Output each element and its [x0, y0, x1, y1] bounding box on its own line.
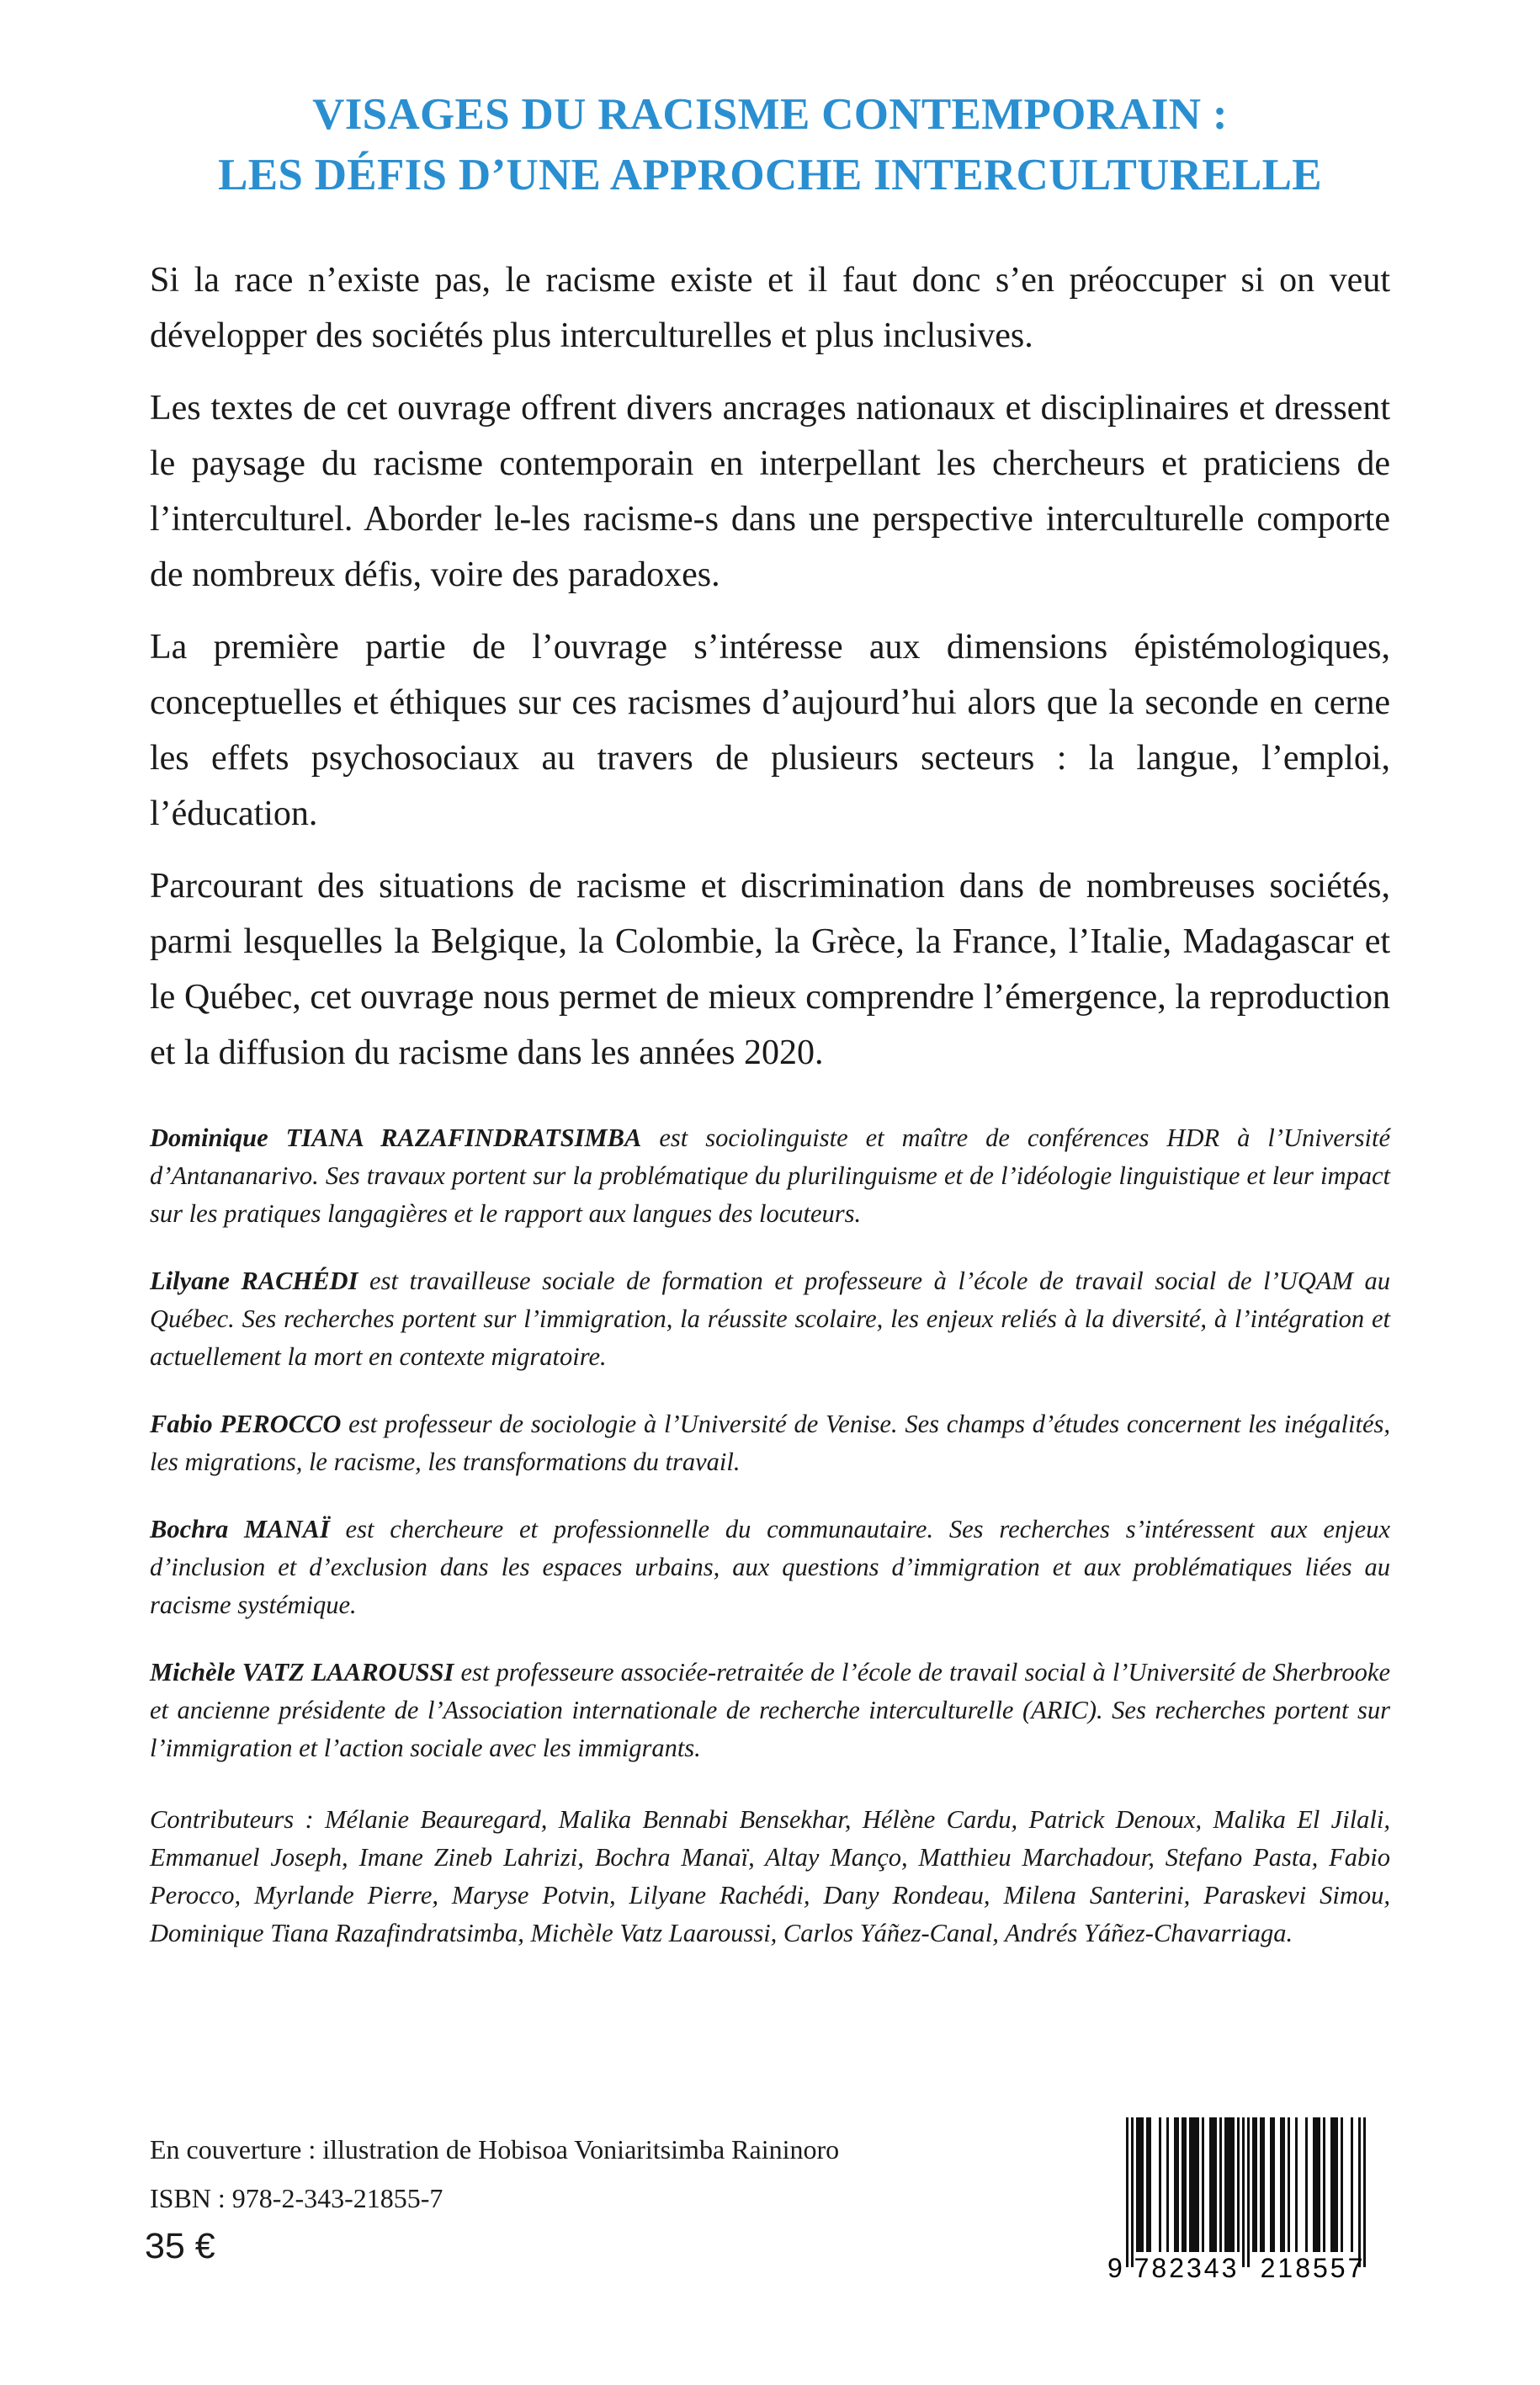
author-name: Bochra MANAÏ	[150, 1515, 330, 1543]
bio-text: est travailleuse sociale de formation et professeure à l’école de travail social de l’UQAM au Québec. Ses recherches portent sur l’immigration, la réussite scolaire, les enjeux reliés à la diversité, à l’intégration et actuellement la mort en contexte migratoire.	[150, 1267, 1390, 1371]
barcode-bar	[1197, 2117, 1199, 2252]
barcode-bar	[1315, 2117, 1318, 2252]
barcode-bar	[1242, 2117, 1245, 2267]
barcode-first-digit: 9	[1107, 2253, 1123, 2283]
barcode-bars	[1126, 2117, 1366, 2267]
barcode-bar	[1139, 2117, 1141, 2252]
barcode-bar	[1202, 2117, 1204, 2252]
bio-manai	[150, 1511, 1390, 1624]
barcode-bar	[1232, 2117, 1235, 2252]
barcode-bar	[1192, 2117, 1194, 2252]
cover-credit: En couverture : illustration de Hobisoa Voniaritsimba Raininoro	[150, 2134, 840, 2165]
barcode-bar	[1255, 2117, 1257, 2252]
barcode-right-digits: 218557	[1260, 2253, 1366, 2283]
author-bios	[150, 1119, 1390, 1982]
author-name: Dominique TIANA RAZAFINDRATSIMBA	[150, 1123, 642, 1152]
barcode-bar	[1280, 2117, 1282, 2252]
barcode-bar	[1305, 2117, 1308, 2252]
summary-paragraph-2: Les textes de cet ouvrage offrent divers ancrages nationaux et disciplinaires et dressent le paysage du racisme contemporain en interpellant les chercheurs et praticiens de l’interculturel. Aborder le-les racisme-s dans une perspective interculturelle comporte de nombreux défis, voire des paradoxes.	[150, 389, 1390, 594]
barcode-bar	[1159, 2117, 1161, 2252]
barcode-bar	[1323, 2117, 1325, 2252]
barcode-bar	[1166, 2117, 1169, 2252]
barcode-bar	[1189, 2117, 1192, 2252]
bio-text: est professeur de sociologie à l’Université de Venise. Ses champs d’études concernent les inégalités, les migrations, le racisme, les transformations du travail.	[150, 1410, 1390, 1476]
barcode-bar	[1227, 2117, 1229, 2252]
barcode-bar	[1270, 2117, 1272, 2252]
barcode-bar	[1174, 2117, 1176, 2252]
barcode-bar	[1214, 2117, 1217, 2252]
barcode	[1102, 2112, 1395, 2285]
barcode-bar	[1272, 2117, 1275, 2252]
bio-perocco	[150, 1405, 1390, 1481]
summary	[150, 252, 1390, 1097]
summary-paragraph-1: Si la race n’existe pas, le racisme existe et il faut donc s’en préoccuper si on veut développer des sociétés plus interculturelles et plus inclusives.	[150, 261, 1390, 355]
bio-rachedi	[150, 1262, 1390, 1376]
bio-text: est sociolinguiste et maître de conférences HDR à l’Université d’Antananarivo. Ses travaux portent sur la problématique du plurilinguisme et de l’idéologie linguistique et leur impact sur les pratiques langagières et le rapport aux langues des locuteurs.	[150, 1123, 1391, 1228]
barcode-bar	[1262, 2117, 1265, 2252]
summary-paragraph-4: Parcourant des situations de racisme et discrimination dans de nombreuses sociétés, parmi lesquelles la Belgique, la Colombie, la Grèce, la France, l’Italie, Madagascar et le Québec, cet ouvrage nous permet de mieux comprendre l’émergence, la reproduction et la diffusion du racisme dans les années 2020.	[150, 867, 1390, 1072]
barcode-bar	[1295, 2117, 1298, 2252]
isbn: ISBN : 978-2-343-21855-7	[150, 2183, 443, 2213]
barcode-bar	[1288, 2117, 1290, 2252]
barcode-bar	[1358, 2117, 1361, 2267]
bio-text: est professeure associée-retraitée de l’école de travail social à l’Université de Sherbrooke et ancienne présidente de l’Association internationale de recherche interculturelle (ARIC). Ses recherches portent sur l’immigration et l’action sociale avec les immigrants.	[150, 1658, 1390, 1762]
barcode-bar	[1260, 2117, 1262, 2252]
barcode-bar	[1141, 2117, 1144, 2252]
barcode-bar	[1247, 2117, 1250, 2267]
barcode-bar	[1237, 2117, 1240, 2252]
title-line-2: LES DÉFIS D’UNE APPROCHE INTERCULTURELLE	[218, 151, 1322, 199]
title-line-1: VISAGES DU RACISME CONTEMPORAIN :	[312, 90, 1228, 139]
author-name: Michèle VATZ LAAROUSSI	[150, 1658, 454, 1686]
barcode-bar	[1184, 2117, 1187, 2252]
barcode-bar	[1126, 2117, 1128, 2267]
barcode-bar	[1351, 2117, 1353, 2252]
bio-text: est chercheure et professionnelle du communautaire. Ses recherches s’intéressent aux enjeux d’inclusion et d’exclusion dans les espaces urbains, aux questions d’immigration et aux problématiques liées au racisme systémique.	[150, 1515, 1390, 1619]
barcode-bar	[1176, 2117, 1179, 2252]
barcode-bar	[1336, 2117, 1338, 2252]
barcode-bar	[1341, 2117, 1343, 2252]
bio-vatz-laaroussi	[150, 1654, 1390, 1767]
barcode-bar	[1194, 2117, 1197, 2252]
price: 35 €	[145, 2226, 215, 2266]
barcode-bar	[1149, 2117, 1151, 2252]
barcode-bar	[1330, 2117, 1333, 2252]
author-name: Fabio PEROCCO	[150, 1410, 342, 1438]
barcode-bar	[1131, 2117, 1134, 2267]
barcode-bar	[1229, 2117, 1232, 2252]
summary-paragraph-3: La première partie de l’ouvrage s’intéresse aux dimensions épistémologiques, conceptuelles et éthiques sur ces racismes d’aujourd’hui alors que la seconde en cerne les effets psychosociaux au travers de plusieurs secteurs : la langue, l’emploi, l’éducation.	[150, 628, 1390, 833]
contributors-list: Contributeurs : Mélanie Beauregard, Malika Bennabi Bensekhar, Hélène Cardu, Patrick Denoux, Malika El Jilali, Emmanuel Joseph, Imane Zineb Lahrizi, Bochra Manaï, Altay Manço, Matthieu Marchadour, Stefano Pasta, Fabio Perocco, Myrlande Pierre, Maryse Potvin, Lilyane Rachédi, Dany Rondeau, Milena Santerini, Paraskevi Simou, Dominique Tiana Razafindratsimba, Michèle Vatz Laaroussi, Carlos Yáñez-Canal, Andrés Yáñez-Chavarriaga.	[150, 1805, 1390, 1947]
barcode-bar	[1219, 2117, 1222, 2252]
barcode-bar	[1146, 2117, 1149, 2252]
barcode-bar	[1252, 2117, 1255, 2252]
book-title	[0, 84, 1540, 205]
barcode-bar	[1333, 2117, 1336, 2252]
barcode-bar	[1209, 2117, 1212, 2252]
barcode-graphic	[1102, 2112, 1395, 2285]
bio-razafindratsimba	[150, 1119, 1390, 1233]
barcode-bar	[1224, 2117, 1227, 2252]
barcode-bar	[1136, 2117, 1139, 2252]
barcode-bar	[1363, 2117, 1366, 2267]
author-name: Lilyane RACHÉDI	[150, 1267, 358, 1295]
barcode-bar	[1282, 2117, 1285, 2252]
barcode-bar	[1318, 2117, 1320, 2252]
barcode-bar	[1313, 2117, 1315, 2252]
barcode-left-digits: 782343	[1134, 2253, 1240, 2283]
barcode-bar	[1212, 2117, 1214, 2252]
barcode-bar	[1182, 2117, 1184, 2252]
